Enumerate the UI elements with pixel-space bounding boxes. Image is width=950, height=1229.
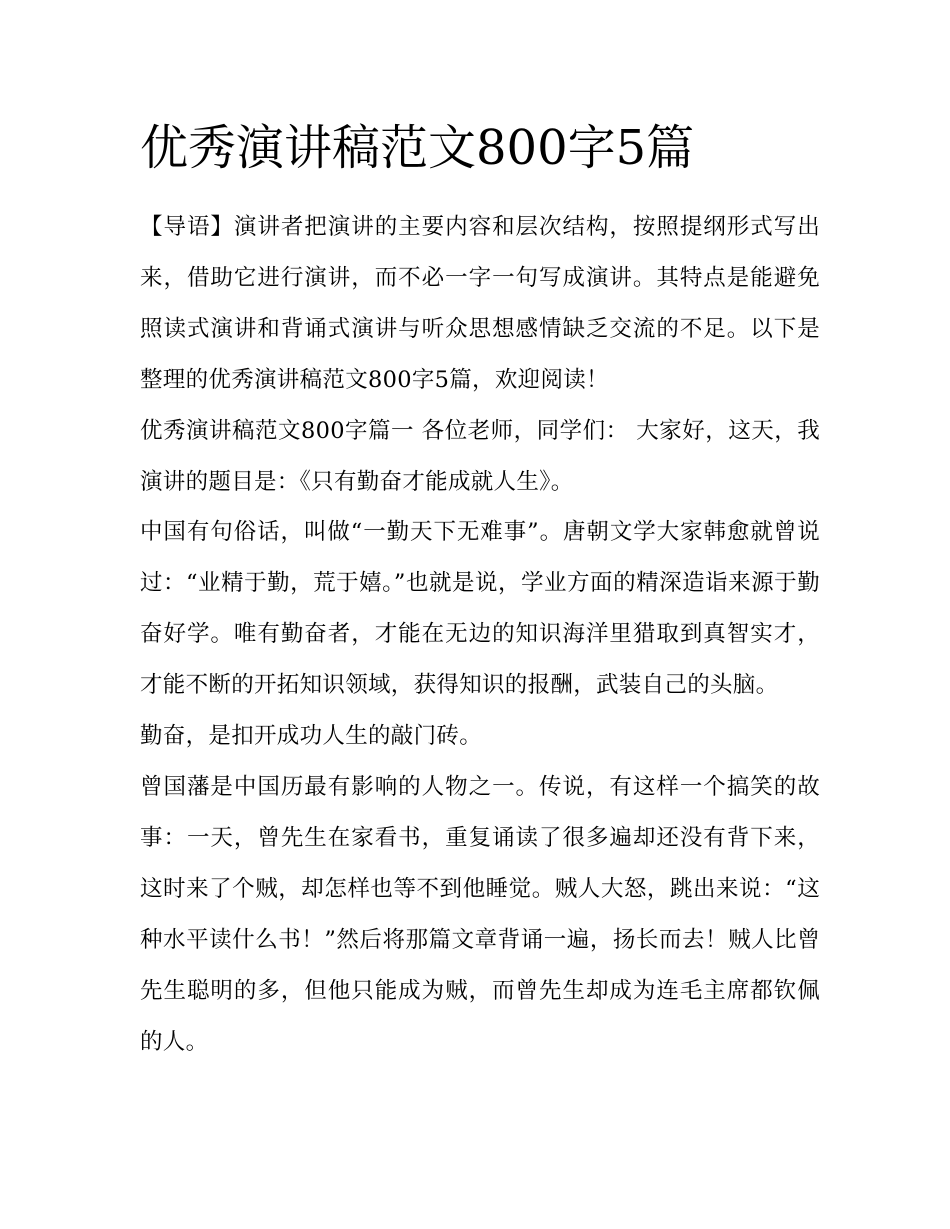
paragraph-zeng-guofan-story: 曾国藩是中国历最有影响的人物之一。传说，有这样一个搞笑的故事：一天，曾先生在家看书，重复诵读了很多遍却还没有背下来，这时来了个贼，却怎样也等不到他睡觉。贼人大怒，跳出来说：“这种水平读什么书！”然后将那篇文章背诵一遍，扬长而去！贼人比曾先生聪明的多，但他只能成为贼，而曾先生却成为连毛主席都钦佩的人。 (140, 773, 820, 1055)
paragraph-diligence: 勤奋，是扣开成功人生的敲门砖。 (140, 723, 483, 750)
paragraph-intro: 【导语】演讲者把演讲的主要内容和层次结构，按照提纲形式写出来，借助它进行演讲，而不必一字一句写成演讲。其特点是能避免照读式演讲和背诵式演讲与听众思想感情缺乏交流的不足。以下是整理的优秀演讲稿范文800字5篇，欢迎阅读！ (140, 214, 820, 393)
paragraph-speech-opening: 优秀演讲稿范文800字篇一 各位老师，同学们： 大家好，这天，我演讲的题目是：《只有勤奋才能成就人生》。 (140, 417, 820, 495)
document-body (140, 112, 820, 1067)
paragraph-proverb: 中国有句俗话，叫做“一勤天下无难事”。唐朝文学大家韩愈就曾说过：“业精于勤，荒于嬉。”也就是说，学业方面的精深造诣来源于勤奋好学。唯有勤奋者，才能在无边的知识海洋里猎取到真智实才，才能不断的开拓知识领域，获得知识的报酬，武装自己的头脑。 (140, 519, 820, 699)
document-title: 优秀演讲稿范文800字5篇 (140, 120, 695, 176)
